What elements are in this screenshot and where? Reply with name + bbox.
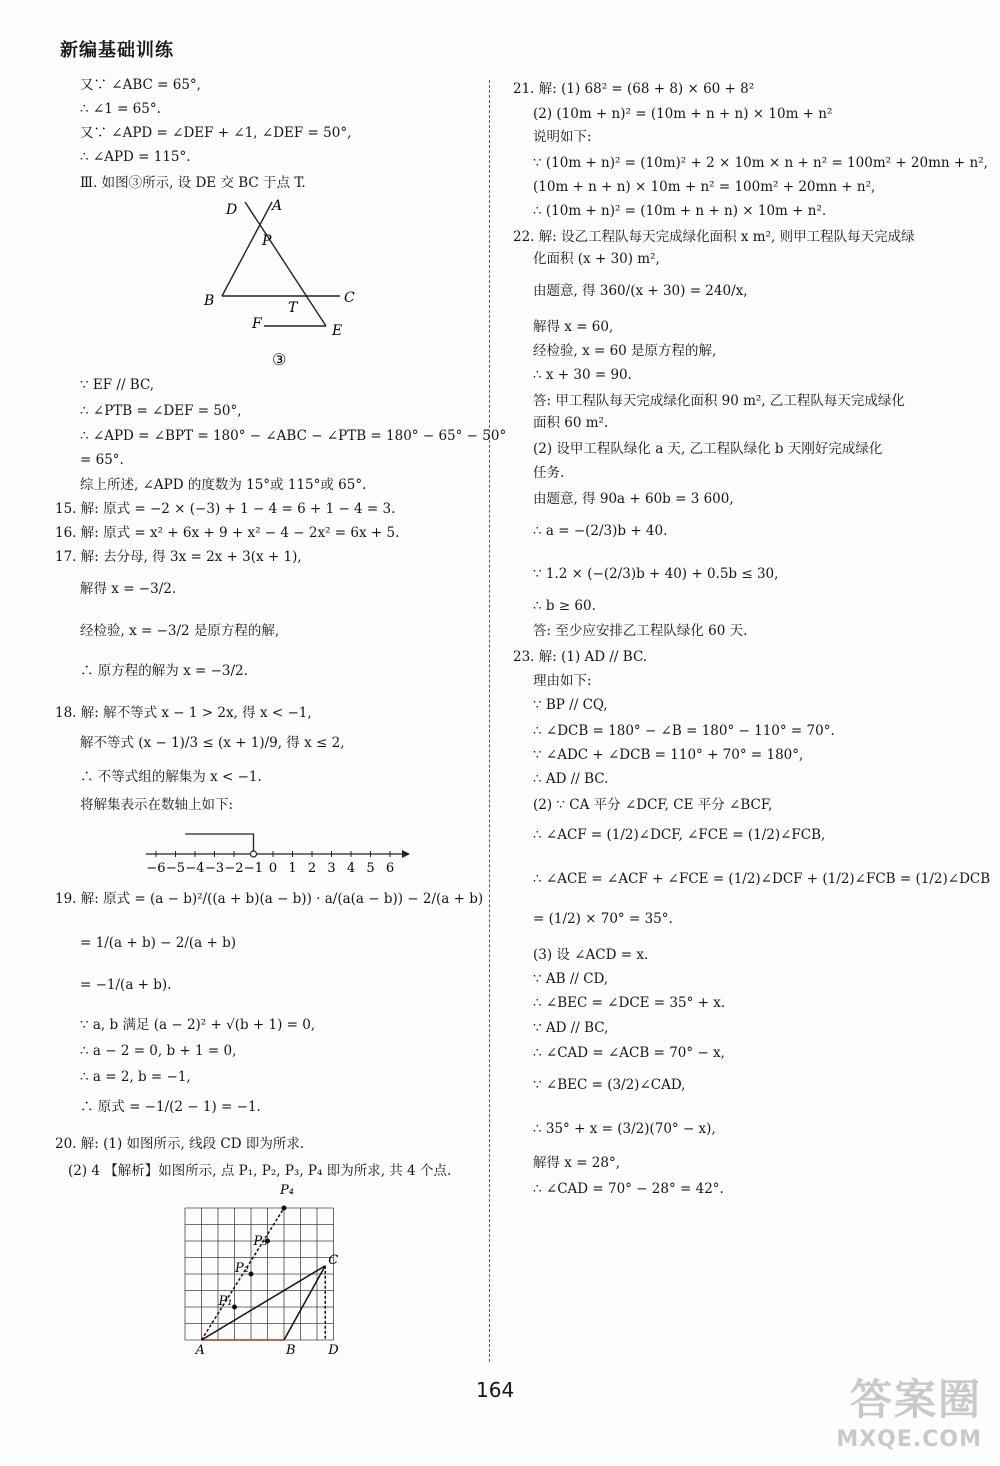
right-column-line: 21. 解: (1) 68² = (68 + 8) × 60 + 8² (513, 81, 755, 97)
right-column-line: 面积 60 m². (533, 415, 609, 431)
right-column-line: 解得 x = 28°, (533, 1155, 621, 1171)
right-column-line: ∴ ∠ACE = ∠ACF + ∠FCE = (1/2)∠DCF + (1/2)∠FCB = (1/2)∠DCB (533, 871, 991, 887)
number-line-tick-label: −6 (146, 861, 166, 876)
right-column-line: = (1/2) × 70° = 35°. (533, 911, 673, 927)
label-F: F (252, 316, 262, 332)
left-column-line: ∴ 原式 = −1/(2 − 1) = −1. (80, 1099, 261, 1115)
point-marker (232, 1305, 237, 1310)
left-column-line: 经检验, x = −3/2 是原方程的解, (80, 623, 280, 639)
left-column-line: Ⅲ. 如图③所示, 设 DE 交 BC 于点 T. (80, 175, 306, 191)
left-column-line: 综上所述, ∠APD 的度数为 15°或 115°或 65°. (80, 477, 367, 493)
right-column-line: 22. 解: 设乙工程队每天完成绿化面积 x m², 则甲工程队每天完成绿 (513, 229, 915, 245)
right-column-line: 经检验, x = 60 是原方程的解, (533, 343, 717, 359)
segment-BC (284, 1266, 325, 1340)
right-column-line: 答: 至少应安排乙工程队绿化 60 天. (533, 623, 748, 639)
right-column-line: 理由如下: (533, 673, 592, 689)
right-column-line: 由题意, 得 90a + 60b = 3 600, (533, 491, 734, 507)
grid-point-label: A (195, 1343, 205, 1358)
watermark-logo (792, 1367, 982, 1452)
right-column-line: 化面积 (x + 30) m², (533, 251, 660, 267)
left-column-line: ∴ ∠1 = 65°. (80, 101, 161, 117)
right-column-line: ∵ 1.2 × (−(2/3)b + 40) + 0.5b ≤ 30, (533, 566, 779, 582)
left-column-line: (2) 4 【解析】如图所示, 点 P₁, P₂, P₃, P₄ 即为所求, 共 4 个点. (68, 1163, 452, 1179)
left-column-line: 将解集表示在数轴上如下: (80, 797, 234, 813)
left-column-line: ∴ ∠APD = ∠BPT = 180° − ∠ABC − ∠PTB = 180° − 65° − 50° (80, 428, 507, 444)
right-column-line: (2) ∵ CA 平分 ∠DCF, CE 平分 ∠BCF, (533, 797, 773, 813)
page-number: 164 (476, 1378, 515, 1402)
number-line-tick-label: 4 (346, 861, 356, 876)
label-P: P (262, 233, 272, 249)
number-line-tick-label: 6 (385, 861, 395, 876)
left-column-line: ∴ a = 2, b = −1, (80, 1069, 191, 1085)
grid-point-label: P₃ (253, 1234, 268, 1249)
point-marker (282, 1206, 287, 1211)
number-line-tick-label: 2 (307, 861, 317, 876)
figure-caption: ③ (272, 350, 287, 369)
left-column-line: 解不等式 (x − 1)/3 ≤ (x + 1)/9, 得 x ≤ 2, (80, 735, 345, 751)
solution-range-line (185, 834, 253, 851)
right-column-line: ∴ ∠CAD = ∠ACB = 70° − x, (533, 1045, 725, 1061)
left-column-line: ∴ ∠APD = 115°. (80, 149, 191, 165)
right-column-line: 解得 x = 60, (533, 319, 614, 335)
point-marker (249, 1272, 254, 1277)
right-column-line: ∵ ∠ADC + ∠DCB = 110° + 70° = 180°, (533, 747, 804, 763)
label-C: C (344, 290, 355, 306)
label-E: E (332, 323, 343, 339)
right-column-line: (2) (10m + n)² = (10m + n + n) × 10m + n² (533, 106, 833, 122)
right-column-line: ∴ x + 30 = 90. (533, 367, 632, 383)
column-divider (489, 80, 490, 1362)
number-line-tick-label: 0 (268, 861, 278, 876)
left-column-line: = 65°. (80, 452, 124, 468)
triangle-figure (190, 190, 380, 375)
number-line-tick-label: −3 (204, 861, 225, 876)
grid-point-label: C (328, 1252, 339, 1268)
right-column-line: ∴ (10m + n)² = (10m + n + n) × 10m + n². (533, 203, 827, 219)
label-D: D (226, 202, 238, 218)
number-line-tick-label: −4 (185, 861, 205, 876)
right-column-line: (2) 设甲工程队绿化 a 天, 乙工程队绿化 b 天刚好完成绿化 (533, 441, 883, 457)
grid-point-label: P₂ (235, 1261, 249, 1276)
right-column-line: (3) 设 ∠ACD = x. (533, 947, 649, 963)
number-line-tick-label: −5 (165, 861, 186, 876)
right-column-line: ∴ ∠DCB = 180° − ∠B = 180° − 110° = 70°. (533, 723, 835, 739)
left-column-line: = 1/(a + b) − 2/(a + b) (80, 935, 237, 951)
left-column-line: 16. 解: 原式 = x² + 6x + 9 + x² − 4 − 2x² = 6x + 5. (55, 525, 400, 541)
right-column-line: 说明如下: (533, 129, 592, 145)
left-column-line: ∴ 不等式组的解集为 x < −1. (80, 769, 262, 785)
right-column-line: ∴ 35° + x = (3/2)(70° − x), (533, 1121, 716, 1137)
grid-point-label: P₄ (280, 1183, 294, 1198)
left-column-line: ∴ a − 2 = 0, b + 1 = 0, (80, 1043, 237, 1059)
grid-figure (175, 1178, 355, 1363)
number-line-tick-label: −2 (224, 861, 244, 876)
right-column-line: ∴ ∠ACF = (1/2)∠DCF, ∠FCE = (1/2)∠FCB, (533, 827, 826, 843)
number-line-tick-label: 5 (366, 861, 375, 876)
right-column-line: ∴ ∠CAD = 70° − 28° = 42°. (533, 1181, 724, 1197)
left-column-line: ∴ ∠PTB = ∠DEF = 50°, (80, 403, 242, 419)
left-column-line: ∵ EF // BC, (80, 377, 155, 393)
right-column-line: ∵ BP // CQ, (533, 697, 608, 713)
right-column-line: 任务. (533, 465, 565, 481)
left-column-line: 又∵ ∠ABC = 65°, (80, 77, 201, 93)
grid-point-label: D (328, 1343, 339, 1358)
right-column-line: ∴ AD // BC. (533, 771, 609, 787)
left-column-line: 20. 解: (1) 如图所示, 线段 CD 即为所求. (55, 1136, 305, 1152)
grid-point-label: B (286, 1343, 296, 1358)
right-column-line: 由题意, 得 360/(x + 30) = 240/x, (533, 283, 748, 299)
left-column-line: 19. 解: 原式 = (a − b)²/((a + b)(a − b)) · a/(a(a − b)) − 2/(a + b) (55, 891, 484, 907)
number-line-tick-label: −1 (243, 861, 264, 876)
left-column-line: 15. 解: 原式 = −2 × (−3) + 1 − 4 = 6 + 1 − 4 = 3. (55, 501, 396, 517)
right-column-line: ∴ ∠BEC = ∠DCE = 35° + x. (533, 995, 726, 1011)
right-column-line: ∴ b ≥ 60. (533, 598, 596, 614)
left-column-line: ∴ 原方程的解为 x = −3/2. (80, 663, 248, 679)
book-title: 新编基础训练 (60, 40, 174, 61)
label-B: B (204, 293, 215, 309)
number-line (140, 820, 410, 880)
watermark-line2: MXQE.COM (836, 1427, 982, 1452)
number-line-tick-label: 3 (327, 861, 336, 876)
label-A: A (272, 198, 283, 214)
arrow-icon (402, 850, 410, 858)
right-column-line: 答: 甲工程队每天完成绿化面积 90 m², 乙工程队每天完成绿化 (533, 393, 905, 409)
right-column-line: ∵ ∠BEC = (3/2)∠CAD, (533, 1077, 686, 1093)
right-column-line: ∵ AB // CD, (533, 971, 609, 987)
left-column-line: 又∵ ∠APD = ∠DEF + ∠1, ∠DEF = 50°, (80, 125, 352, 141)
left-column-line: = −1/(a + b). (80, 977, 172, 993)
right-column-line: (10m + n + n) × 10m + n² = 100m² + 20mn + n², (533, 179, 876, 195)
left-column-line: ∵ a, b 满足 (a − 2)² + √(b + 1) = 0, (80, 1017, 316, 1033)
right-column-line: ∵ AD // BC, (533, 1020, 609, 1036)
open-circle-icon (251, 851, 257, 857)
left-column-line: 18. 解: 解不等式 x − 1 > 2x, 得 x < −1, (55, 705, 312, 721)
watermark-line1: 答案圈 (849, 1375, 982, 1424)
label-T: T (288, 300, 298, 316)
right-column-line: ∵ (10m + n)² = (10m)² + 2 × 10m × n + n² = 100m² + 20mn + n², (533, 155, 988, 171)
number-line-tick-label: 1 (288, 861, 297, 876)
right-column-line: ∴ a = −(2/3)b + 40. (533, 523, 668, 539)
left-column-line: 解得 x = −3/2. (80, 581, 177, 597)
right-column-line: 23. 解: (1) AD // BC. (513, 649, 648, 665)
grid-point-label: P₁ (218, 1294, 233, 1309)
left-column-line: 17. 解: 去分母, 得 3x = 2x + 3(x + 1), (55, 549, 302, 565)
